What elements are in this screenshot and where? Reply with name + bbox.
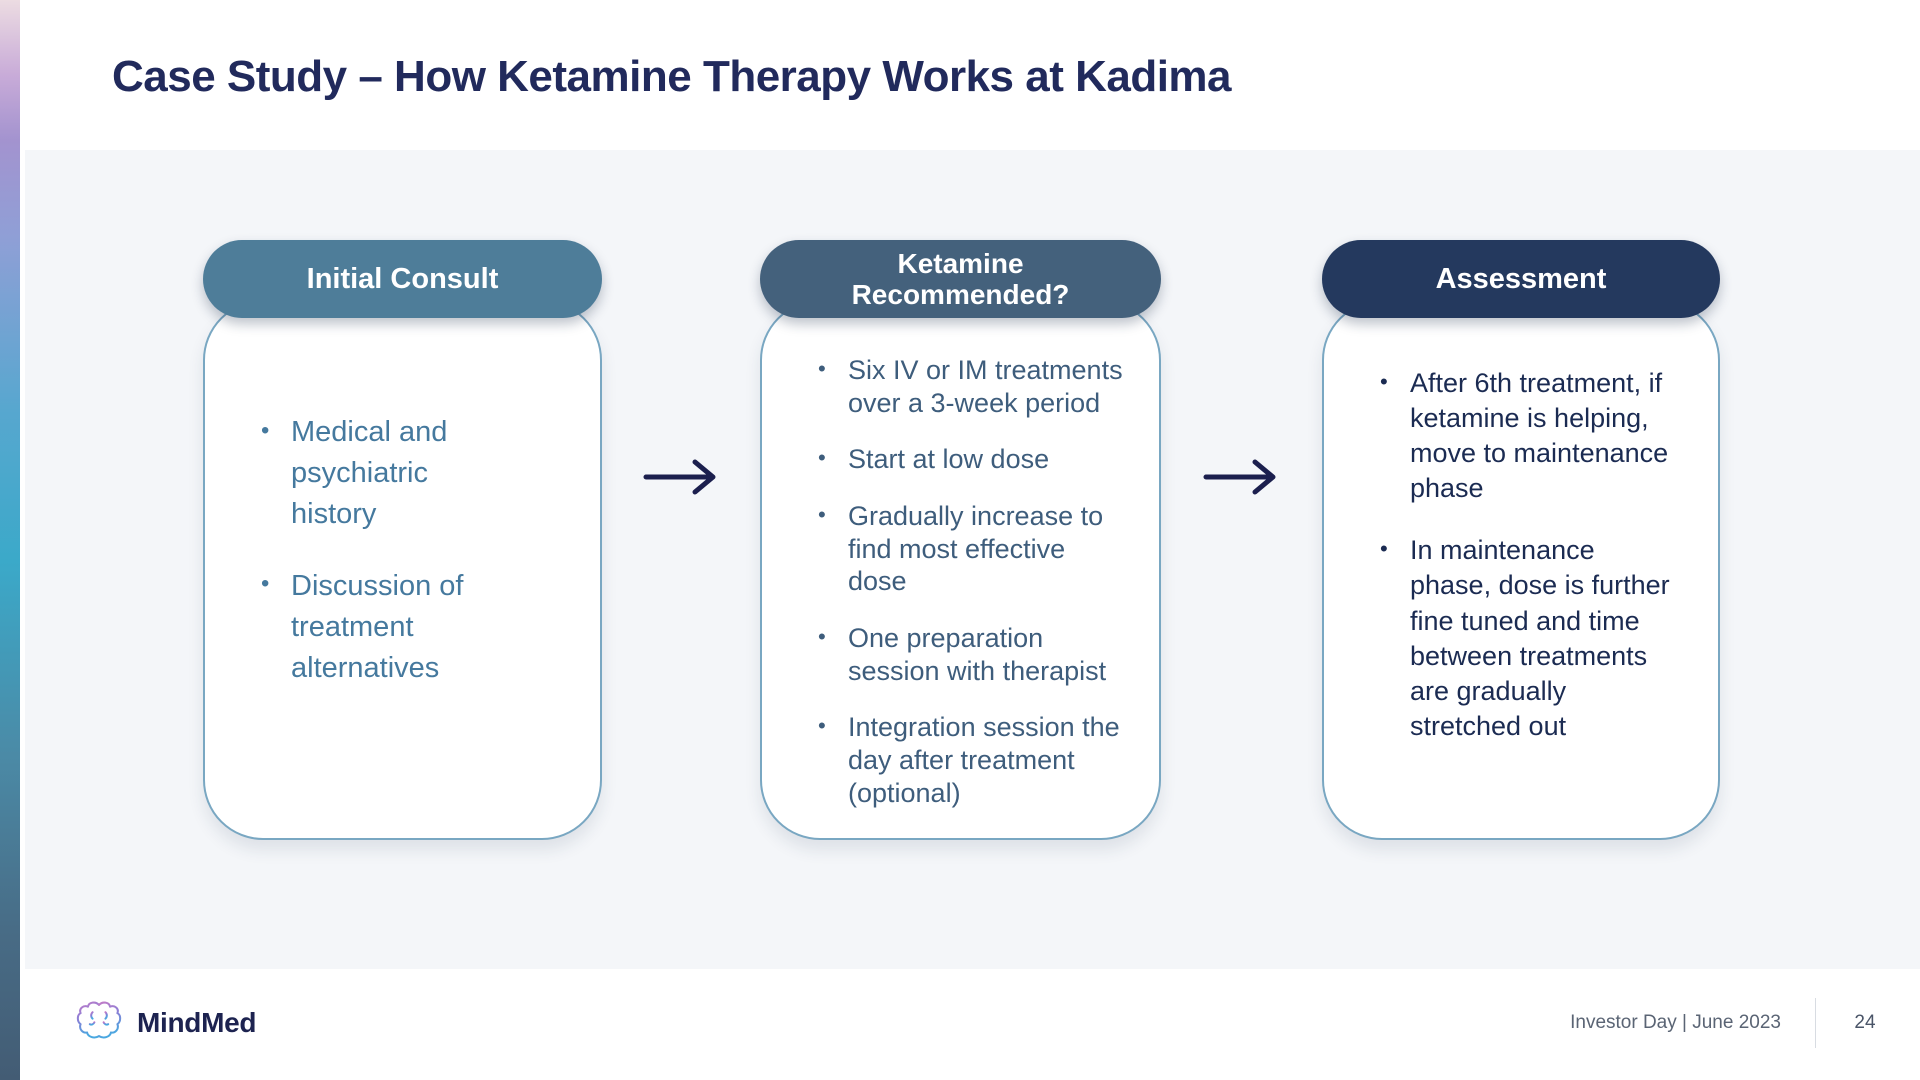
left-gradient-bar [0,0,20,1080]
card-body [1322,300,1720,840]
brand-logo [76,999,256,1047]
card-header-label: Initial Consult [306,262,499,295]
bullet-item: • Start at low dose [810,443,1131,476]
bullet-item: • Discussion of treatment alternatives [253,566,496,690]
footer-event-label: Investor Day | June 2023 [1570,1012,1781,1033]
card-body [203,300,602,840]
bullet-item: • Six IV or IM treatments over a 3-week period [810,354,1131,419]
card-ketamine-recommended [760,240,1161,808]
page-number: 24 [1854,1012,1876,1033]
bullet-item: • After 6th treatment, if ketamine is helping, move to maintenance phase [1372,366,1682,506]
brand-wordmark: MindMed [137,1007,257,1038]
bullet-item: • Medical and psychiatric history [253,412,496,536]
slide-footer [20,969,1920,1080]
card-assessment [1322,240,1720,741]
brain-icon [76,999,122,1047]
bullet-item: • Integration session the day after treatment (optional) [810,711,1131,809]
card-initial-consult [203,240,602,684]
flow-arrow-icon [1203,455,1281,499]
card-header-pill [203,240,602,318]
bullet-item: • Gradually increase to find most effective dose [810,500,1131,598]
bullet-list [1372,366,1682,744]
card-header-pill [760,240,1161,318]
card-header-label: Assessment [1435,262,1607,295]
footer-divider [1815,998,1816,1048]
card-header-pill [1322,240,1720,318]
title-band [20,0,1920,150]
footer-meta [1570,995,1880,1051]
card-header-label: Ketamine Recommended? [851,247,1070,310]
bullet-list [810,354,1131,809]
slide-title: Case Study – How Ketamine Therapy Works at Kadima [112,52,1232,101]
bullet-list [253,412,496,689]
flow-arrow-icon [643,455,721,499]
bullet-item: • In maintenance phase, dose is further fine tuned and time between treatments are gradually stretched out [1372,533,1682,744]
bullet-item: • One preparation session with therapist [810,622,1131,687]
card-body [760,300,1161,840]
